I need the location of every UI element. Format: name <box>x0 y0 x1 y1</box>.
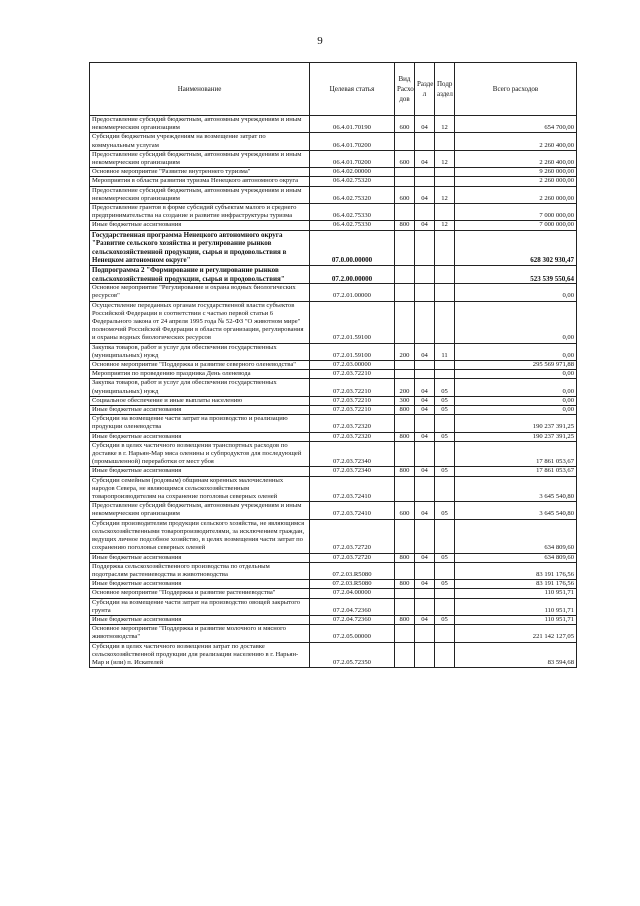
row-section: 04 <box>415 221 435 230</box>
row-target-article: 07.2.01.59100 <box>310 343 395 360</box>
table-row <box>90 343 577 360</box>
row-total: 190 237 391,25 <box>455 432 577 441</box>
table-row <box>90 580 577 589</box>
row-section <box>415 562 435 579</box>
row-subsection: 05 <box>435 432 455 441</box>
row-expense-type <box>395 133 415 150</box>
row-total: 9 260 000,00 <box>455 168 577 177</box>
row-name: Иные бюджетные ассигнования <box>90 580 310 589</box>
row-name: Подпрограмма 2 "Формирование и регулирование рынков сельскохозяйственной продукции, сырья и продовольствия" <box>90 266 310 284</box>
table-row <box>90 150 577 167</box>
row-subsection <box>435 284 455 301</box>
row-subsection: 05 <box>435 396 455 405</box>
row-subsection: 05 <box>435 379 455 396</box>
row-total: 0,00 <box>455 343 577 360</box>
row-subsection <box>435 415 455 432</box>
row-expense-type <box>395 266 415 284</box>
row-name: Субсидии в целях частичного возмещения затрат по доставке сельскохозяйственной продукции для реализации населению в г. Нарьян-Мар и (или) п. Искателей <box>90 642 310 668</box>
row-total: 2 260 000,00 <box>455 177 577 186</box>
row-name: Социальное обеспечение и иные выплаты населению <box>90 396 310 405</box>
row-expense-type <box>395 598 415 615</box>
row-section: 04 <box>415 186 435 203</box>
row-target-article: 07.2.04.72360 <box>310 598 395 615</box>
row-target-article: 07.2.03.00000 <box>310 361 395 370</box>
row-target-article: 07.2.03.72320 <box>310 432 395 441</box>
row-section <box>415 625 435 642</box>
row-subsection <box>435 361 455 370</box>
row-target-article: 06.4.02.00000 <box>310 168 395 177</box>
table-row <box>90 502 577 519</box>
row-expense-type <box>395 562 415 579</box>
row-total: 110 951,71 <box>455 598 577 615</box>
table-row <box>90 562 577 579</box>
table-row <box>90 396 577 405</box>
table-row <box>90 361 577 370</box>
row-section <box>415 361 435 370</box>
row-name: Субсидии на возмещение части затрат на производство овощей закрытого грунта <box>90 598 310 615</box>
page-number: 9 <box>317 35 323 47</box>
row-total: 3 645 540,80 <box>455 502 577 519</box>
row-expense-type: 600 <box>395 150 415 167</box>
row-total: 7 000 000,00 <box>455 204 577 221</box>
row-total: 221 142 127,05 <box>455 625 577 642</box>
row-subsection <box>435 598 455 615</box>
row-target-article: 07.2.03.72340 <box>310 467 395 476</box>
row-name: Субсидии бюджетным учреждениям на возмещение затрат по коммунальным услугам <box>90 133 310 150</box>
table-row <box>90 186 577 203</box>
row-name: Мероприятия по проведению праздника День оленевода <box>90 370 310 379</box>
row-name: Иные бюджетные ассигнования <box>90 553 310 562</box>
row-section <box>415 598 435 615</box>
row-target-article: 07.2.03.72210 <box>310 370 395 379</box>
row-subsection: 05 <box>435 615 455 624</box>
row-expense-type: 800 <box>395 553 415 562</box>
header-total: Всего расходов <box>455 63 577 116</box>
row-subsection <box>435 266 455 284</box>
row-section: 04 <box>415 467 435 476</box>
row-section <box>415 589 435 598</box>
row-target-article: 07.2.03.72340 <box>310 441 395 467</box>
row-expense-type <box>395 204 415 221</box>
row-name: Поддержка сельскохозяйственного производства по отдельным подотраслям растениеводства и животноводства <box>90 562 310 579</box>
row-section: 04 <box>415 580 435 589</box>
row-subsection <box>435 230 455 265</box>
row-expense-type <box>395 625 415 642</box>
row-name: Субсидии семейным (родовым) общинам коренных малочисленных народов Севера, не являющимся сельскохозяйственным товаропроизводителям на сохранение поголовья северных оленей <box>90 476 310 502</box>
table-row <box>90 519 577 553</box>
row-total: 0,00 <box>455 406 577 415</box>
row-section <box>415 133 435 150</box>
row-subsection <box>435 204 455 221</box>
table-row <box>90 476 577 502</box>
row-target-article: 06.4.01.70200 <box>310 150 395 167</box>
row-target-article: 07.2.04.72360 <box>310 615 395 624</box>
row-name: Иные бюджетные ассигнования <box>90 221 310 230</box>
row-subsection <box>435 177 455 186</box>
row-subsection: 11 <box>435 343 455 360</box>
row-name: Закупка товаров, работ и услуг для обеспечения государственных (муниципальных) нужд <box>90 343 310 360</box>
table-row <box>90 625 577 642</box>
row-total: 2 260 400,00 <box>455 150 577 167</box>
row-target-article: 07.2.03.72210 <box>310 396 395 405</box>
row-name: Закупка товаров, работ и услуг для обеспечения государственных (муниципальных) нужд <box>90 379 310 396</box>
row-section <box>415 168 435 177</box>
row-name: Предоставление субсидий бюджетным, автономным учреждениям и иным некоммерческим организациям <box>90 150 310 167</box>
row-expense-type: 800 <box>395 221 415 230</box>
row-expense-type: 800 <box>395 615 415 624</box>
row-total: 3 645 540,80 <box>455 476 577 502</box>
row-subsection: 05 <box>435 502 455 519</box>
row-section: 04 <box>415 116 435 133</box>
table-row <box>90 467 577 476</box>
row-total: 295 569 971,88 <box>455 361 577 370</box>
table-row <box>90 370 577 379</box>
row-name: Основное мероприятие "Регулирование и охрана водных биологических ресурсов" <box>90 284 310 301</box>
table-row <box>90 553 577 562</box>
row-subsection: 05 <box>435 580 455 589</box>
row-total: 83 594,68 <box>455 642 577 668</box>
row-expense-type <box>395 642 415 668</box>
row-section: 04 <box>415 432 435 441</box>
table-row <box>90 284 577 301</box>
row-section <box>415 441 435 467</box>
table-row <box>90 379 577 396</box>
row-expense-type <box>395 230 415 265</box>
row-target-article: 07.2.03.R5080 <box>310 562 395 579</box>
row-section <box>415 177 435 186</box>
header-target: Целевая статья <box>310 63 395 116</box>
row-target-article: 07.2.03.72210 <box>310 379 395 396</box>
row-target-article: 07.2.03.72210 <box>310 406 395 415</box>
row-subsection <box>435 301 455 343</box>
row-expense-type: 200 <box>395 343 415 360</box>
row-expense-type: 600 <box>395 186 415 203</box>
row-name: Основное мероприятие "Поддержка и развитие растениеводства" <box>90 589 310 598</box>
row-expense-type <box>395 441 415 467</box>
row-section: 04 <box>415 406 435 415</box>
table-row <box>90 204 577 221</box>
row-target-article: 06.4.02.75320 <box>310 186 395 203</box>
row-total: 17 861 053,67 <box>455 467 577 476</box>
row-subsection <box>435 642 455 668</box>
row-expense-type: 800 <box>395 406 415 415</box>
row-section: 04 <box>415 150 435 167</box>
row-target-article: 06.4.01.70190 <box>310 116 395 133</box>
table-body <box>90 116 577 668</box>
row-section <box>415 415 435 432</box>
row-subsection <box>435 562 455 579</box>
row-total: 17 861 053,67 <box>455 441 577 467</box>
row-subsection <box>435 589 455 598</box>
row-target-article: 07.0.00.00000 <box>310 230 395 265</box>
row-name: Иные бюджетные ассигнования <box>90 432 310 441</box>
row-expense-type: 600 <box>395 502 415 519</box>
row-target-article: 07.2.01.00000 <box>310 284 395 301</box>
row-name: Основное мероприятие "Поддержка и развитие молочного и мясного животноводства" <box>90 625 310 642</box>
table-row <box>90 266 577 284</box>
row-name: Мероприятия в области развития туризма Ненецкого автономного округа <box>90 177 310 186</box>
row-total: 0,00 <box>455 370 577 379</box>
row-name: Предоставление субсидий бюджетным, автономным учреждениям и иным некоммерческим организациям <box>90 502 310 519</box>
row-name: Основное мероприятие "Развитие внутреннего туризма" <box>90 168 310 177</box>
row-subsection <box>435 625 455 642</box>
row-total: 2 260 400,00 <box>455 133 577 150</box>
row-total: 0,00 <box>455 284 577 301</box>
table-row <box>90 598 577 615</box>
row-target-article: 07.2.03.72410 <box>310 476 395 502</box>
row-subsection <box>435 168 455 177</box>
row-name: Предоставление грантов в форме субсидий субъектам малого и среднего предпринимательства на создание и развитие инфраструктуры туризма <box>90 204 310 221</box>
row-total: 83 191 176,56 <box>455 580 577 589</box>
table-row <box>90 441 577 467</box>
table-row <box>90 221 577 230</box>
row-total: 190 237 391,25 <box>455 415 577 432</box>
row-name: Предоставление субсидий бюджетным, автономным учреждениям и иным некоммерческим организациям <box>90 186 310 203</box>
row-name: Субсидии производителям продукции сельского хозяйства, не являющимся сельскохозяйственными товаропроизводителями, за исключением граждан, ведущих личное подсобное хозяйство, в целях возмещения части затрат по сохранению поголовья северных оленей <box>90 519 310 553</box>
row-name: Иные бюджетные ассигнования <box>90 467 310 476</box>
row-expense-type <box>395 476 415 502</box>
row-expense-type <box>395 301 415 343</box>
row-total: 628 302 930,47 <box>455 230 577 265</box>
row-total: 7 000 000,00 <box>455 221 577 230</box>
row-section <box>415 370 435 379</box>
row-name: Субсидии на возмещение части затрат на производство и реализацию продукции оленеводства <box>90 415 310 432</box>
budget-table <box>89 62 577 668</box>
table-row <box>90 116 577 133</box>
row-total: 0,00 <box>455 379 577 396</box>
table-row <box>90 615 577 624</box>
row-target-article: 07.2.05.00000 <box>310 625 395 642</box>
row-subsection <box>435 519 455 553</box>
row-name: Основное мероприятие "Поддержка и развитие северного оленеводства" <box>90 361 310 370</box>
row-target-article: 07.2.03.72720 <box>310 519 395 553</box>
row-name: Иные бюджетные ассигнования <box>90 615 310 624</box>
row-section: 04 <box>415 553 435 562</box>
row-expense-type <box>395 370 415 379</box>
table-row <box>90 406 577 415</box>
row-subsection: 05 <box>435 467 455 476</box>
row-target-article: 06.4.02.75320 <box>310 177 395 186</box>
row-name: Государственная программа Ненецкого автономного округа "Развитие сельского хозяйства и регулирование рынков сельскохозяйственной продукции, сырья и продовольствия в Ненецком автономном округе" <box>90 230 310 265</box>
table-row <box>90 642 577 668</box>
header-razdel: Разде л <box>415 63 435 116</box>
table-row <box>90 177 577 186</box>
row-expense-type <box>395 177 415 186</box>
row-target-article: 07.2.05.72350 <box>310 642 395 668</box>
header-vid: Вид Расхо дов <box>395 63 415 116</box>
row-name: Осуществление переданных органам государственной власти субъектов Российской Федерации в соответствии с частью первой статьи 6 Федерального закона от 24 апреля 1995 года № 52-ФЗ "О животном мире" полномочий Российской Федерации в области организации, регулирования и охраны водных биологических ресурсов <box>90 301 310 343</box>
row-target-article: 07.2.04.00000 <box>310 589 395 598</box>
row-target-article: 07.2.03.72410 <box>310 502 395 519</box>
row-section <box>415 476 435 502</box>
row-subsection <box>435 370 455 379</box>
row-subsection <box>435 441 455 467</box>
row-name: Иные бюджетные ассигнования <box>90 406 310 415</box>
row-total: 110 951,71 <box>455 589 577 598</box>
row-section <box>415 204 435 221</box>
row-total: 654 700,00 <box>455 116 577 133</box>
row-subsection: 12 <box>435 150 455 167</box>
row-section: 04 <box>415 615 435 624</box>
row-section <box>415 519 435 553</box>
row-expense-type: 600 <box>395 116 415 133</box>
row-total: 2 260 000,00 <box>455 186 577 203</box>
row-name: Субсидии в целях частичного возмещения транспортных расходов по доставке в г. Нарьян-Мар мяса оленины и субпродуктов для последующей (промышленной) переработки от мест убоя <box>90 441 310 467</box>
row-target-article: 07.2.03.72720 <box>310 553 395 562</box>
table-header-row <box>90 63 577 116</box>
row-expense-type: 200 <box>395 379 415 396</box>
row-section: 04 <box>415 379 435 396</box>
row-target-article: 07.2.00.00000 <box>310 266 395 284</box>
row-total: 523 539 550,64 <box>455 266 577 284</box>
row-section: 04 <box>415 343 435 360</box>
header-podrazdel: Подр аздел <box>435 63 455 116</box>
row-section <box>415 230 435 265</box>
row-target-article: 07.2.03.R5080 <box>310 580 395 589</box>
row-expense-type: 800 <box>395 467 415 476</box>
row-target-article: 07.2.03.72320 <box>310 415 395 432</box>
row-expense-type: 300 <box>395 396 415 405</box>
row-section <box>415 266 435 284</box>
row-total: 634 809,60 <box>455 553 577 562</box>
row-expense-type <box>395 284 415 301</box>
table-row <box>90 168 577 177</box>
row-subsection: 12 <box>435 116 455 133</box>
table-row <box>90 415 577 432</box>
row-target-article: 06.4.02.75330 <box>310 204 395 221</box>
row-target-article: 06.4.02.75330 <box>310 221 395 230</box>
row-expense-type <box>395 168 415 177</box>
row-section: 04 <box>415 502 435 519</box>
row-expense-type <box>395 361 415 370</box>
row-name: Предоставление субсидий бюджетным, автономным учреждениям и иным некоммерческим организациям <box>90 116 310 133</box>
row-expense-type <box>395 589 415 598</box>
row-expense-type: 800 <box>395 580 415 589</box>
row-section: 04 <box>415 396 435 405</box>
row-subsection: 05 <box>435 406 455 415</box>
row-section <box>415 301 435 343</box>
row-section <box>415 642 435 668</box>
row-subsection: 05 <box>435 553 455 562</box>
row-subsection <box>435 476 455 502</box>
row-target-article: 06.4.01.70200 <box>310 133 395 150</box>
row-total: 0,00 <box>455 301 577 343</box>
table-row <box>90 230 577 265</box>
row-subsection: 12 <box>435 186 455 203</box>
row-section <box>415 284 435 301</box>
row-expense-type <box>395 519 415 553</box>
table-row <box>90 133 577 150</box>
row-target-article: 07.2.01.59100 <box>310 301 395 343</box>
table-row <box>90 301 577 343</box>
row-total: 110 951,71 <box>455 615 577 624</box>
row-subsection <box>435 133 455 150</box>
row-total: 0,00 <box>455 396 577 405</box>
row-total: 634 809,60 <box>455 519 577 553</box>
table-row <box>90 589 577 598</box>
row-expense-type <box>395 415 415 432</box>
row-total: 83 191 176,56 <box>455 562 577 579</box>
row-expense-type: 800 <box>395 432 415 441</box>
table-row <box>90 432 577 441</box>
header-name: Наименование <box>90 63 310 116</box>
row-subsection: 12 <box>435 221 455 230</box>
